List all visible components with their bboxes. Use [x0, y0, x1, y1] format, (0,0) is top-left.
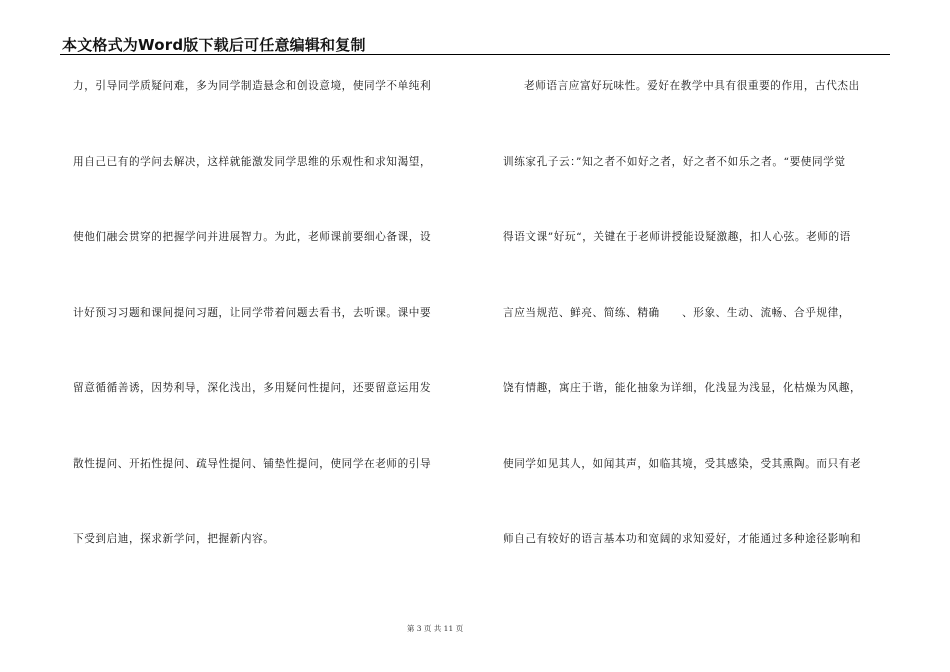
- page-number-footer: 第 3 页 共 11 页: [406, 624, 464, 633]
- text-line: 计好预习习题和课间提问习题，让同学带着问题去看书，去听课。课中要: [73, 306, 432, 319]
- document-header-title: 本文格式为Word版下载后可任意编辑和复制: [62, 36, 366, 54]
- text-line: 用自己已有的学问去解决，这样就能激发同学思维的乐观性和求知渴望，: [73, 155, 432, 168]
- text-line: 饶有情趣，寓庄于谐，能化抽象为详细，化浅显为浅显，化枯燥为风趣，: [503, 382, 862, 394]
- header-divider: [60, 54, 890, 55]
- text-line: 使同学如见其人，如闻其声，如临其境，受其感染，受其熏陶。而只有老: [503, 457, 862, 470]
- text-line: 得语文课”好玩“，关键在于老师讲授能设疑激趣，扣人心弦。老师的语: [503, 231, 851, 243]
- text-line: 下受到启迪，探求新学问，把握新内容。: [73, 533, 275, 545]
- left-text-column: [73, 78, 483, 607]
- right-text-column: [503, 78, 888, 607]
- text-line: 老师语言应富好玩味性。爱好在教学中具有很重要的作用，古代杰出: [524, 80, 860, 92]
- text-line: 留意循循善诱，因势利导，深化浅出，多用疑问性提问，还要留意运用发: [73, 382, 432, 394]
- text-line: 散性提问、开拓性提问、疏导性提问、铺垫性提问，使同学在老师的引导: [73, 457, 432, 470]
- text-line: 力，引导同学质疑问难，多为同学制造悬念和创设意境，使同学不单纯利: [73, 80, 432, 92]
- text-line: 师自己有较好的语言基本功和宽阔的求知爱好，才能通过多种途径影响和: [503, 533, 862, 545]
- text-line: 言应当规范、鲜亮、简练、精确 、形象、生动、流畅、合乎规律，: [503, 306, 851, 319]
- text-line: 训练家孔子云：”知之者不如好之者，好之者不如乐之者。“要使同学觉: [503, 155, 846, 168]
- text-line: 使他们融会贯穿的把握学问并进展智力。为此，老师课前要细心备课，设: [73, 231, 432, 243]
